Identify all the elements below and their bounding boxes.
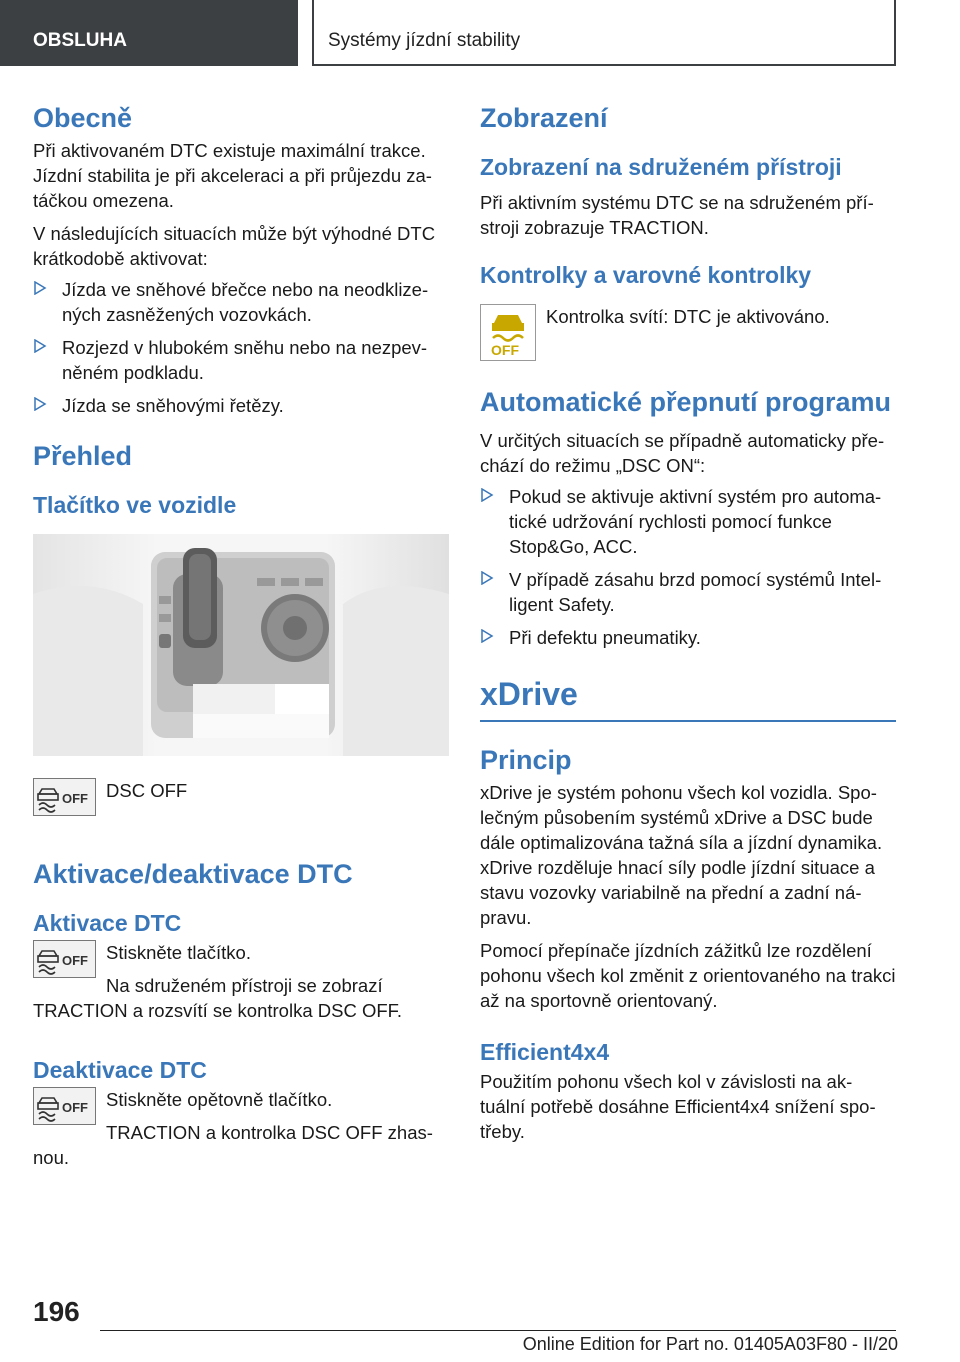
svg-text:OFF: OFF	[491, 342, 519, 358]
heading-obecne: Obecně	[33, 103, 133, 133]
heading-aktdeakt: Aktivace/deaktivace DTC	[33, 859, 353, 889]
svg-text:OFF: OFF	[62, 1100, 88, 1115]
list-item	[480, 625, 896, 650]
paragraph: Při aktivním systému DTC se na sdruženém pří-stroji zobrazuje TRACTION.	[480, 192, 874, 238]
heading-deaktivace: Deaktivace DTC	[33, 1057, 207, 1083]
triangle-right-icon	[480, 488, 494, 502]
paragraph: TRACTION a kontrolka DSC OFF zhas-nou.	[33, 1122, 433, 1168]
dsc-off-row	[33, 778, 449, 842]
paragraph: Pomocí přepínače jízdních zážitků lze rozdělení pohonu všech kol změnit z orientovaného na trakci až na sportovně orientovaný.	[480, 940, 896, 1011]
console-image	[33, 534, 449, 756]
heading-princip: Princip	[480, 745, 572, 775]
list-item-text: Pokud se aktivuje aktivní systém pro automa-tické udržování rychlosti pomocí funkce Stop&Go, ACC.	[509, 486, 882, 557]
console-photo	[33, 534, 449, 756]
list-item-text: Jízda ve sněhové břečce nebo na neodklize-ných zasněžených vozovkách.	[62, 279, 429, 325]
page-header	[0, 0, 960, 66]
list-item	[480, 567, 896, 617]
heading-zobrazeni: Zobrazení	[480, 103, 608, 133]
section-rule	[480, 720, 896, 722]
paragraph: Stiskněte opětovně tlačítko.	[106, 1089, 333, 1110]
triangle-right-icon	[33, 339, 47, 353]
dsc-off-icon	[33, 778, 96, 816]
paragraph: V určitých situacích se případně automaticky pře-chází do režimu „DSC ON“:	[480, 430, 885, 476]
kontrolky-text: Kontrolka svítí: DTC je aktivováno.	[546, 306, 830, 327]
heading-tlacitko: Tlačítko ve vozidle	[33, 492, 237, 518]
triangle-right-icon	[33, 397, 47, 411]
list-item-text: V případě zásahu brzd pomocí systémů Intel-ligent Safety.	[509, 569, 882, 615]
heading-xdrive: xDrive	[480, 676, 578, 712]
svg-text:OFF: OFF	[62, 953, 88, 968]
footer-edition: Online Edition for Part no. 01405A03F80 - II/20	[522, 1334, 898, 1354]
triangle-right-icon	[480, 629, 494, 643]
triangle-right-icon	[33, 281, 47, 295]
paragraph: xDrive je systém pohonu všech kol vozidla. Spo-lečným působením systémů xDrive a DSC bude dále optimalizována tažná síla a jízdní dynamika. xDrive rozděluje hnací síly podle jízdní situace a stavu vozovky variabilně na přední a zadní ná-pravu.	[480, 782, 883, 928]
heading-kontrolky: Kontrolky a varovné kontrolky	[480, 262, 812, 288]
paragraph: Stiskněte tlačítko.	[106, 942, 251, 963]
dsc-off-icon	[33, 1087, 96, 1125]
page-number: 196	[33, 1296, 80, 1327]
paragraph: Použitím pohonu všech kol v závislosti na ak-tuální potřebě dosáhne Efficient4x4 snížení spo-třeby.	[480, 1071, 876, 1142]
heading-aktivace: Aktivace DTC	[33, 910, 182, 936]
bullet-list	[480, 484, 896, 650]
right-column	[480, 98, 896, 1144]
bullet-list	[33, 277, 449, 418]
triangle-right-icon	[480, 571, 494, 585]
section-label: OBSLUHA	[0, 0, 298, 66]
paragraph: Na sdruženém přístroji se zobrazí TRACTION a rozsvítí se kontrolka DSC OFF.	[33, 975, 403, 1021]
paragraph: V následujících situacích může být výhodné DTC krátkodobě aktivovat:	[33, 223, 436, 269]
footer-rule	[100, 1330, 896, 1331]
list-item-text: Při defektu pneumatiky.	[509, 627, 701, 648]
kontrolky-row	[480, 304, 896, 364]
heading-auto: Automatické přepnutí programu	[480, 387, 892, 417]
traction-warning-icon	[480, 304, 536, 361]
heading-efficient: Efficient4x4	[480, 1039, 610, 1065]
heading-prehled: Přehled	[33, 441, 133, 471]
paragraph: Při aktivovaném DTC existuje maximální trakce. Jízdní stabilita je při akceleraci a při průjezdu za-táčkou omezena.	[33, 140, 432, 211]
deaktivace-block	[33, 1087, 449, 1170]
heading-zobrazeni-sub: Zobrazení na sdruženém přístroji	[480, 154, 842, 180]
list-item	[480, 484, 896, 559]
list-item-text: Jízda se sněhovými řetězy.	[62, 395, 284, 416]
aktivace-block	[33, 940, 449, 1023]
dsc-off-label: DSC OFF	[106, 780, 188, 801]
dsc-off-icon	[33, 940, 96, 978]
list-item-text: Rozjezd v hlubokém sněhu nebo na nezpev-něném podkladu.	[62, 337, 428, 383]
left-column	[33, 98, 449, 1170]
list-item	[33, 277, 449, 327]
chapter-title: Systémy jízdní stability	[312, 0, 896, 66]
svg-text:OFF: OFF	[62, 791, 88, 806]
list-item	[33, 393, 449, 418]
list-item	[33, 335, 449, 385]
